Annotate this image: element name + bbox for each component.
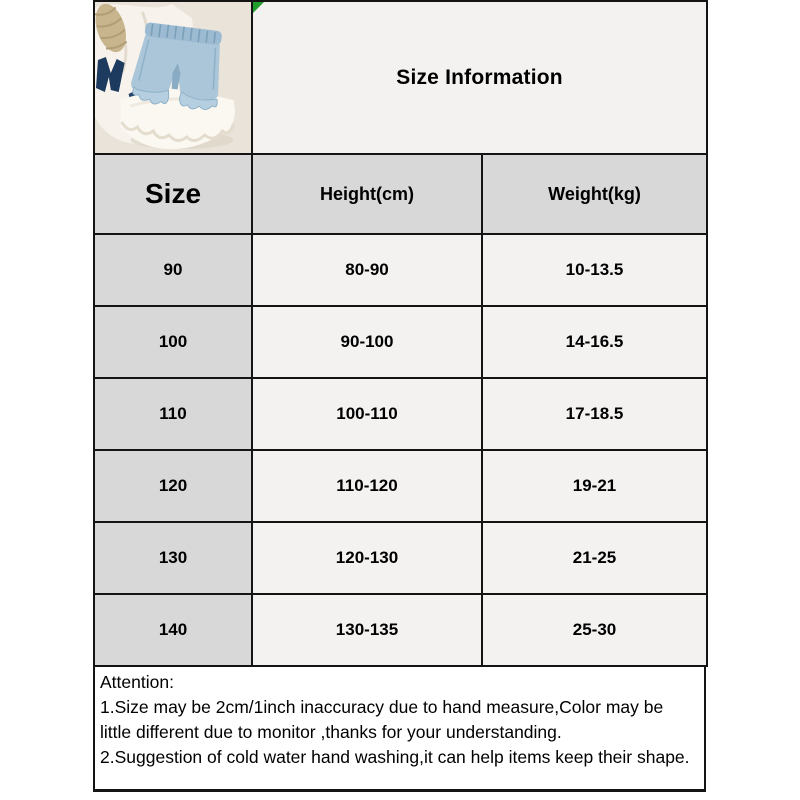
size-cell: 140: [94, 594, 252, 666]
size-cell: 100: [94, 306, 252, 378]
header-row: [94, 154, 707, 234]
product-photo: [95, 2, 251, 153]
attention-note-1: 1.Size may be 2cm/1inch inaccuracy due to hand measure,Color may be little different due to monitor ,thanks for your understanding.: [100, 697, 664, 742]
height-cell: 80-90: [252, 234, 482, 306]
green-corner-marker: [253, 2, 264, 13]
size-cell: 90: [94, 234, 252, 306]
top-row: [94, 1, 707, 154]
weight-cell: 25-30: [482, 594, 707, 666]
size-cell: 110: [94, 378, 252, 450]
table-row: [94, 234, 707, 306]
attention-heading: Attention:: [100, 672, 174, 692]
table-row: [94, 378, 707, 450]
weight-cell: 19-21: [482, 450, 707, 522]
column-header-size: Size: [94, 154, 252, 234]
table-row: [94, 522, 707, 594]
weight-cell: 10-13.5: [482, 234, 707, 306]
height-cell: 110-120: [252, 450, 482, 522]
page-title: Size Information: [396, 65, 563, 89]
size-cell: 120: [94, 450, 252, 522]
attention-note-2: 2.Suggestion of cold water hand washing,it can help items keep their shape.: [100, 747, 690, 767]
height-cell: 130-135: [252, 594, 482, 666]
size-sheet: [93, 0, 706, 792]
size-cell: 130: [94, 522, 252, 594]
height-cell: 120-130: [252, 522, 482, 594]
weight-cell: 21-25: [482, 522, 707, 594]
height-cell: 100-110: [252, 378, 482, 450]
weight-cell: 14-16.5: [482, 306, 707, 378]
title-cell: [252, 1, 707, 154]
table-row: [94, 450, 707, 522]
weight-cell: 17-18.5: [482, 378, 707, 450]
attention-box: [93, 665, 706, 792]
product-photo-cell: [94, 1, 252, 154]
table-row: [94, 306, 707, 378]
column-header-weight: Weight(kg): [482, 154, 707, 234]
height-cell: 90-100: [252, 306, 482, 378]
column-header-height: Height(cm): [252, 154, 482, 234]
table-row: [94, 594, 707, 666]
size-table: [93, 0, 708, 667]
